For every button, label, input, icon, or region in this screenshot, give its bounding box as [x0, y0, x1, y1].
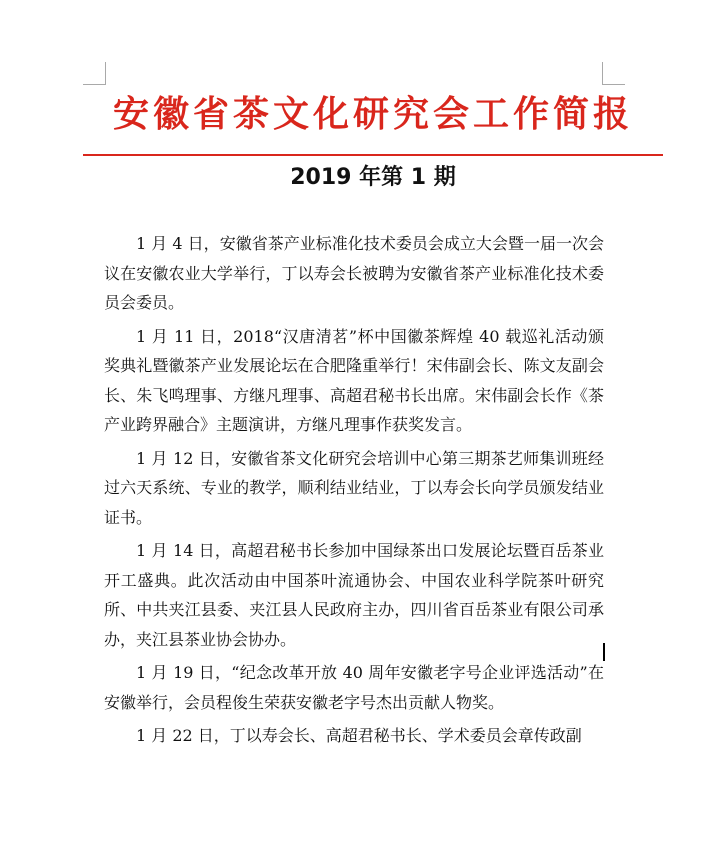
- text-cursor: [603, 643, 605, 661]
- crop-mark-top-right: [602, 62, 625, 85]
- document-body[interactable]: [104, 229, 604, 755]
- paragraph: 1 月 22 日，丁以寿会长、高超君秘书长、学术委员会章传政副: [136, 726, 582, 745]
- paragraph: 1 月 14 日，高超君秘书长参加中国绿茶出口发展论坛暨百岳茶业开工盛典。此次活动由中国茶叶流通协会、中国农业科学院茶叶研究所、中共夹江县委、夹江县人民政府主办，四川省百岳茶业有限公司承办，夹江县茶业协会协办。: [104, 541, 604, 649]
- paragraph: 1 月 12 日，安徽省茶文化研究会培训中心第三期茶艺师集训班经过六天系统、专业的教学，顺利结业结业，丁以寿会长向学员颁发结业证书。: [104, 448, 604, 527]
- paragraph: 1 月 4 日，安徽省茶产业标准化技术委员会成立大会暨一届一次会议在安徽农业大学举行，丁以寿会长被聘为安徽省茶产业标准化技术委员会委员。: [104, 234, 604, 312]
- document-masthead: 安徽省茶文化研究会工作简报: [112, 93, 633, 135]
- crop-mark-top-left: [83, 62, 106, 85]
- issue-number: 2019 年第 1 期: [290, 165, 456, 190]
- masthead-rule: [83, 154, 663, 156]
- paragraph: 1 月 19 日，“纪念改革开放 40 周年安徽老字号企业评选活动”在安徽举行，会员程俊生荣获安徽老字号杰出贡献人物奖。: [104, 663, 604, 712]
- paragraph: 1 月 11 日，2018“汉唐清茗”杯中国徽茶辉煌 40 载巡礼活动颁奖典礼暨徽茶产业发展论坛在合肥隆重举行！宋伟副会长、陈文友副会长、朱飞鸣理事、方继凡理事、高超君秘书长出席。宋伟副会长作《茶产业跨界融合》主题演讲，方继凡理事作获奖发言。: [104, 326, 604, 434]
